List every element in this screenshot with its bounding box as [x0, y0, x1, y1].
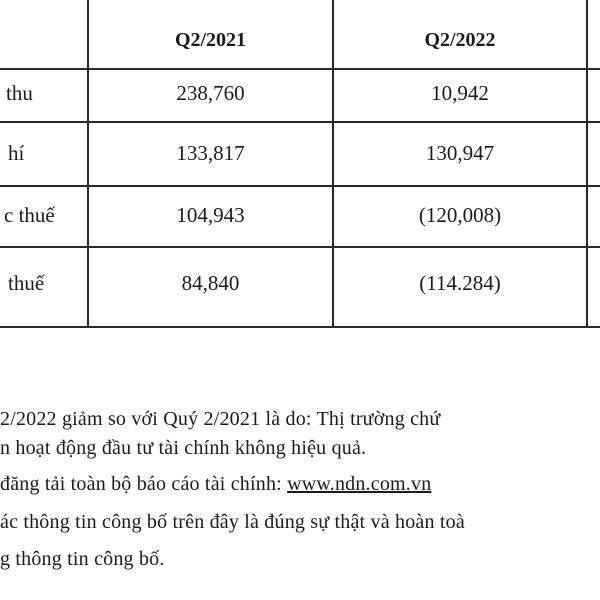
body-text-line [0, 472, 431, 496]
row-label: c thuế [4, 203, 55, 227]
cell-q2-2021: 84,840 [181, 271, 240, 295]
website-link[interactable]: www.ndn.com.vn [287, 473, 432, 495]
cell-q2-2022: (114.284) [419, 271, 501, 295]
body-text-line: n hoạt động đầu tư tài chính không hiệu quả. [0, 437, 367, 459]
row-label: thuế [8, 271, 45, 295]
cell-q2-2022: 130,947 [425, 141, 495, 165]
table-rule [0, 121, 600, 123]
table-rule [0, 326, 600, 328]
row-label: thu [6, 81, 33, 105]
body-text-line: ác thông tin công bố trên đây là đúng sự thật và hoàn toà [0, 511, 465, 533]
body-text-prefix: đăng tải toàn bộ báo cáo tài chính: [0, 473, 288, 495]
table-rule [0, 185, 600, 187]
table-rule [0, 68, 600, 70]
cell-q2-2022: 10,942 [431, 81, 489, 105]
body-text-line: 2/2022 giảm so với Quý 2/2021 là do: Thị trường chứ [0, 408, 441, 430]
cell-q2-2022: (120,008) [418, 203, 502, 227]
row-label: hí [8, 141, 25, 165]
cell-q2-2021: 104,943 [176, 203, 245, 227]
table-rule [586, 0, 588, 328]
column-header-q2-2022: Q2/2022 [424, 29, 496, 51]
cell-q2-2021: 238,760 [176, 81, 245, 105]
body-text-line: g thông tin công bố. [0, 548, 165, 570]
column-header-q2-2021: Q2/2021 [174, 29, 247, 51]
table-rule [0, 246, 600, 248]
cell-q2-2021: 133,817 [176, 141, 245, 165]
